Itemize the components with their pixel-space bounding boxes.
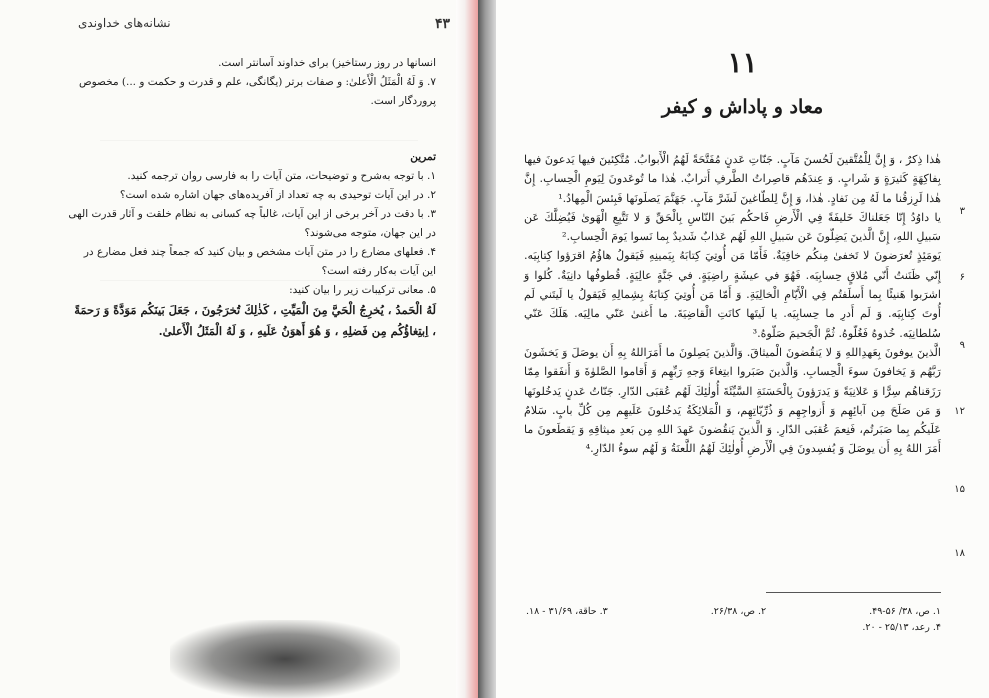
verse-passage-3: يَومَئِذٍ تُعرَضونَ لا تَخفیٰ مِنكُم خافِيَةٌ. فَأَمّا مَن أُوتِيَ كِتابَهُ بِيَمينِهِ فَيَقولُ هاؤُمُ اقرَؤوا كِتابِيَه. إِنّي ظَنَنتُ أَنّي مُلاقٍ حِسابِيَه. فَهُوَ في عيشَةٍ راضِيَةٍ. في جَنَّةٍ عالِيَةٍ. قُطوفُها دانِيَةٌ. كُلوا وَ اشرَبوا هَنيئًا بِما أَسلَفتُم فِي الْأَيّامِ الْخالِيَةِ. وَ أَمّا مَن أُوتِيَ كِتابَهُ بِشِمالِهِ فَيَقولُ يا لَيتَني لَم أُوتَ كِتابِيَه. وَ لَم أَدرِ ما حِسابِيَه. يا لَيتَها كانَتِ الْقاضِيَةَ. ما أَغنیٰ عَنّي مالِيَه. هَلَكَ عَنّي سُلطانِيَه. خُذوهُ فَغُلّوهُ. ثُمَّ الْجَحيمَ صَلّوهُ.³ <box>524 249 941 340</box>
verse-passage-2: يا داوُدُ إِنّا جَعَلناكَ خَليفَةً فِي الْأَرضِ فَاحكُم بَينَ النّاسِ بِالْحَقِّ وَ لا تَتَّبِعِ الْهَویٰ فَيُضِلَّكَ عَن سَبيلِ اللهِ، إِنَّ الَّذينَ يَضِلّونَ عَن سَبيلِ اللهِ لَهُم عَذابٌ شَديدٌ بِما نَسوا يَومَ الْحِسابِ.² <box>524 210 941 244</box>
exercise-4: ۴. فعلهای مضارع را در متن آیات مشخص و بیان کنید که جمعاً چند فعل مضارع در این آیات به‌کار رفته است؟ <box>83 246 436 277</box>
footnote-2: ۲. ص، ۲۶/۳۸. <box>710 606 767 617</box>
verse-number: ۱۲ <box>954 406 965 417</box>
chapter-title: معاد و پاداش و کیفر <box>661 96 824 118</box>
verses-block <box>524 150 941 459</box>
verse-number: ۱۵ <box>954 484 965 495</box>
exercise-heading: تمرین <box>410 151 436 163</box>
footnotes <box>526 604 941 636</box>
exercise-2: ۲. در این آیات توحیدی به چه تعداد از آفریده‌های جهان اشاره شده است؟ <box>119 189 436 201</box>
arabic-phrases: لَهُ الْحَمدُ ، يُخرِجُ الْحَيَّ مِنَ الْمَيِّتِ ، كَذٰلِكَ تُخرَجُونَ ، جَعَلَ بَينَكُم مَوَدَّةً وَ رَحمَةً ، اِبتِغاؤُكُم مِن فَضلِهِ ، وَ هُوَ أَهوَنُ عَلَيهِ ، وَ لَهُ الْمَثَلُ الْأَعلیٰ. <box>74 303 436 338</box>
footnote-4: ۴. رعد، ۲۵/۱۳ - ۲۰. <box>862 622 941 633</box>
book-gutter <box>478 0 496 698</box>
paragraph-2: ۷. وَ لَهُ الْمَثَلُ الْأَعلیٰ: و صفات برتر (یگانگی، علم و قدرت و حکمت و ...) مخصوص پروردگار است. <box>78 76 436 107</box>
left-running-title: نشانه‌های خداوندی <box>78 16 171 30</box>
exercise-3: ۳. با دقت در آخر برخی از این آیات، غالباً چه کسانی به نظام خلقت و آثار قدرت الهی در این جهان، متوجه می‌شوند؟ <box>68 208 436 239</box>
left-page <box>0 0 478 698</box>
exercise-5: ۵. معانی ترکیبات زیر را بیان کنید: <box>289 284 436 296</box>
left-running-header <box>78 16 450 32</box>
verse-number: ۶ <box>959 272 965 283</box>
verse-number: ۹ <box>959 340 965 351</box>
paragraph-1: انسانها در روز رستاخیز) برای خداوند آسانتر است. <box>218 57 436 69</box>
left-intro-paragraphs <box>68 54 436 111</box>
left-page-number: ۴۳ <box>434 16 450 32</box>
chapter-number: ۱۱ <box>727 46 758 79</box>
footnote-1: ۱. ص، ۳۸/ ۵۶-۴۹. <box>869 606 941 617</box>
thumb-blur <box>170 620 400 698</box>
exercise-section <box>68 148 436 342</box>
verse-passage-4: الَّذينَ يوفونَ بِعَهدِاللهِ وَ لا يَنقُضونَ الْميثاقَ. وَالَّذينَ يَصِلونَ ما أَمَرَاللهُ بِهِ أَن يوصَلَ وَ يَخشَونَ رَبَّهُم وَ يَخافونَ سوءَ الْحِسابِ. وَالَّذينَ صَبَروا ابتِغاءَ وَجهِ رَبِّهِم وَ أَقاموا الصَّلوٰةَ وَ أَنفَقوا مِمّا رَزَقناهُم سِرًّا وَ عَلانِيَةً وَ يَدرَؤونَ بِالْحَسَنَةِ السَّيِّئَةَ أُولٰئِكَ لَهُم عُقبَى الدّارِ. جَنّاتُ عَدنٍ يَدخُلونَها وَ مَن صَلَحَ مِن آبائِهِم وَ أَزواجِهِم وَ ذُرِّيّاتِهِم، وَ الْمَلائِكَةُ يَدخُلونَ عَلَيهِم مِن كُلِّ بابٍ. سَلامٌ عَلَيكُم بِما صَبَرتُم، فَنِعمَ عُقبَى الدّارِ. وَ الَّذينَ يَنقُضونَ عَهدَ اللهِ مِن بَعدِ ميثاقِهِ وَ يَقطَعونَ ما أَمَرَ اللهُ بِهِ أَن يوصَلَ وَ يُفسِدونَ فِي الْأَرضِ أُولٰئِكَ لَهُمُ اللَّعنَةُ وَ لَهُم سوءُ الدّارِ.⁴ <box>524 345 941 456</box>
page-edge-mark <box>456 0 478 698</box>
footnote-3: ۳. حاقة، ۳۱/۶۹ - ۱۸. <box>526 606 608 617</box>
verse-number: ۳ <box>959 206 965 217</box>
footnote-divider <box>766 592 941 593</box>
right-page <box>496 0 989 698</box>
verse-number: ۱۸ <box>954 548 965 559</box>
exercise-1: ۱. با توجه به‌شرح و توضیحات، متن آیات را به فارسی روان ترجمه کنید. <box>127 170 436 182</box>
verse-passage-1: هٰذا ذِكرٌ ، وَ إِنَّ لِلْمُتَّقينَ لَحُسنَ مَآبٍ. جَنّاتِ عَدنٍ مُفَتَّحَةً لَهُمُ الْأَبوابُ. مُتَّكِئينَ فيها يَدعونَ فيها بِفاكِهَةٍ كَثيرَةٍ وَ شَرابٍ. وَ عِندَهُم قاصِراتُ الطَّرفِ أَترابٌ. هٰذا ما تُوعَدونَ لِيَومِ الْحِسابِ. إِنَّ هٰذا لَرِزقُنا ما لَهُ مِن نَفادٍ. هٰذا، وَ إِنَّ لِلطّاغينَ لَشَرَّ مَآبٍ. جَهَنَّمَ يَصلَونَها فَبِئسَ الْمِهادُ.¹ <box>524 153 941 205</box>
